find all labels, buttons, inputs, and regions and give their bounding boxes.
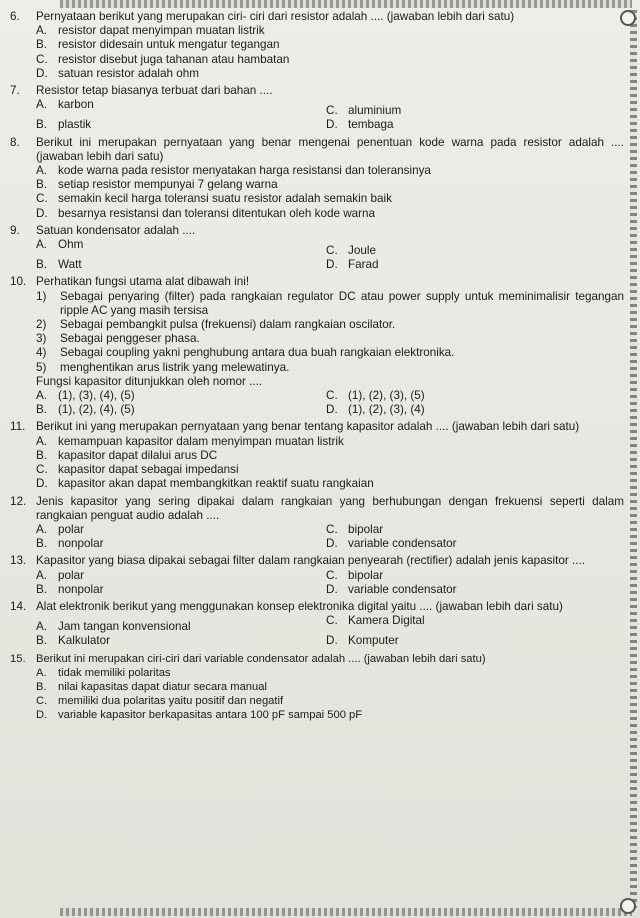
option-label: B. [36, 537, 48, 551]
option-text: kapasitor akan dapat membangkitkan reaktif suatu rangkaian [58, 477, 374, 491]
option-a [36, 98, 326, 118]
option-text: kapasitor dapat sebagai impedansi [58, 463, 239, 477]
option-text: (1), (2), (4), (5) [58, 403, 135, 417]
option-label: A. [36, 666, 47, 679]
option-c [326, 389, 624, 403]
option-text: nonpolar [58, 582, 104, 596]
option-label: A. [36, 389, 48, 403]
option-text: resistor disebut juga tahanan atau hambatan [58, 52, 290, 66]
option-a [36, 389, 326, 403]
option-label: D. [36, 709, 48, 722]
question-number: 15. [10, 652, 26, 665]
option-d [326, 118, 624, 132]
option-text: Ohm [58, 238, 84, 252]
option-label: B. [36, 118, 48, 132]
option-a [36, 569, 326, 583]
option-d [326, 537, 624, 551]
option-a [36, 238, 326, 258]
option-text: kode warna pada resistor menyatakan harga resistansi dan toleransinya [58, 164, 431, 178]
option-text: variable condensator [348, 537, 457, 551]
question-12 [10, 495, 624, 552]
option-label: B. [36, 38, 48, 52]
question-list [10, 10, 624, 726]
option-label: C. [326, 104, 338, 118]
option-text: tembaga [348, 118, 394, 132]
question-9 [10, 224, 624, 273]
option-label: C. [326, 244, 338, 258]
option-label: B. [36, 582, 48, 596]
option-text: setiap resistor mempunyai 7 gelang warna [58, 178, 278, 192]
option-d [36, 207, 624, 221]
option-text: plastik [58, 118, 92, 132]
option-text: variable condensator [348, 582, 457, 596]
option-text: (1), (2), (3), (5) [348, 389, 425, 403]
statement-text: Sebagai penggeser phasa. [60, 332, 200, 346]
option-label: A. [36, 568, 48, 582]
statement-2 [36, 318, 624, 332]
binding-ring-icon [620, 898, 636, 914]
option-text: memiliki dua polaritas yaitu positif dan negatif [58, 695, 284, 708]
option-text: nonpolar [58, 537, 104, 551]
option-text: Joule [348, 244, 376, 258]
option-b [36, 680, 624, 694]
option-d [36, 477, 624, 491]
question-number: 11. [10, 420, 26, 434]
option-text: nilai kapasitas dapat diatur secara manual [58, 680, 267, 693]
option-c [326, 569, 624, 583]
option-label: B. [36, 403, 48, 417]
option-label: D. [326, 634, 338, 648]
question-lead: Fungsi kapasitor ditunjukkan oleh nomor .... [36, 374, 263, 388]
option-label: C. [36, 52, 48, 66]
option-label: C. [36, 695, 48, 708]
option-b [36, 38, 624, 52]
option-text: (1), (3), (4), (5) [58, 389, 135, 403]
option-label: D. [326, 537, 338, 551]
option-label: B. [36, 634, 48, 648]
question-number: 14. [10, 599, 27, 613]
spiral-binding-top [60, 0, 632, 8]
option-text: satuan resistor adalah ohm [58, 66, 199, 80]
statement-5 [36, 361, 624, 375]
statement-label: 4) [36, 346, 47, 360]
option-b [36, 634, 326, 648]
option-text: Farad [348, 258, 379, 272]
question-number: 7. [10, 84, 20, 98]
question-15 [10, 652, 624, 723]
option-text: karbon [58, 98, 94, 112]
question-number: 12. [10, 494, 27, 508]
option-label: A. [36, 434, 48, 448]
option-label: A. [36, 238, 48, 252]
option-d [326, 634, 624, 648]
option-c [36, 192, 624, 206]
option-label: C. [326, 389, 338, 403]
question-14 [10, 600, 624, 649]
statement-label: 5) [36, 360, 47, 374]
option-c [326, 244, 624, 258]
option-text: resistor dapat menyimpan muatan listrik [58, 24, 265, 38]
question-text: Satuan kondensator adalah .... [36, 223, 196, 237]
question-number: 8. [10, 135, 20, 149]
option-text: besarnya resistansi dan toleransi ditentukan oleh kode warna [58, 206, 376, 220]
option-text: Kalkulator [58, 634, 110, 648]
statement-text: Sebagai penyaring (filter) pada rangkaian regulator DC atau power supply untuk meminimalisir tegangan ripple AC yang masih tersisa [60, 289, 624, 317]
option-text: kemampuan kapasitor dalam menyimpan muatan listrik [58, 434, 344, 448]
option-d [326, 258, 624, 272]
statement-label: 1) [36, 289, 47, 303]
option-d [326, 583, 624, 597]
question-text: Alat elektronik berikut yang menggunakan konsep elektronika digital yaitu .... (jawaban lebih dari satu) [36, 599, 563, 613]
option-label: C. [36, 463, 48, 477]
option-b [36, 258, 326, 272]
option-label: C. [326, 614, 338, 628]
option-label: D. [326, 403, 338, 417]
option-label: A. [36, 164, 48, 178]
option-text: Jam tangan konvensional [58, 620, 191, 634]
option-text: Komputer [348, 634, 399, 648]
question-text: Perhatikan fungsi utama alat dibawah ini! [36, 275, 250, 289]
option-a [36, 620, 326, 634]
question-8 [10, 136, 624, 221]
option-a [36, 24, 624, 38]
statement-label: 3) [36, 332, 47, 346]
option-text: semakin kecil harga toleransi suatu resistor adalah semakin baik [58, 192, 392, 206]
option-label: A. [36, 620, 48, 634]
question-7 [10, 84, 624, 133]
question-text: Pernyataan berikut yang merupakan ciri- ciri dari resistor adalah .... (jawaban lebih dari satu) [36, 10, 515, 23]
option-d [36, 708, 624, 722]
question-text: Resistor tetap biasanya terbuat dari bahan .... [36, 84, 273, 98]
question-number: 6. [10, 10, 20, 23]
option-c [36, 53, 624, 67]
statement-4 [36, 346, 624, 360]
option-text: polar [58, 522, 84, 536]
question-number: 10. [10, 275, 27, 289]
option-text: polar [58, 568, 84, 582]
option-label: D. [326, 258, 338, 272]
option-text: aluminium [348, 104, 402, 118]
option-text: Kamera Digital [348, 614, 425, 628]
option-label: A. [36, 98, 48, 112]
statement-1 [36, 290, 624, 318]
option-b [36, 583, 326, 597]
option-text: variable kapasitor berkapasitas antara 100 pF sampai 500 pF [58, 709, 363, 722]
statement-3 [36, 332, 624, 346]
question-text: Kapasitor yang biasa dipakai sebagai filter dalam rangkaian penyearah (rectifier) adalah jenis kapasitor .... [36, 554, 585, 568]
option-label: B. [36, 680, 47, 693]
option-text: bipolar [348, 522, 384, 536]
question-number: 9. [10, 223, 20, 237]
question-6 [10, 10, 624, 81]
option-c [36, 694, 624, 708]
question-11 [10, 420, 624, 491]
option-text: bipolar [348, 568, 384, 582]
option-a [36, 164, 624, 178]
option-b [36, 178, 624, 192]
option-label: B. [36, 258, 48, 272]
question-13 [10, 554, 624, 597]
statement-text: Sebagai coupling yakni penghubung antara dua buah rangkaian elektronika. [60, 346, 455, 360]
question-text: Berikut ini merupakan pernyataan yang benar mengenai penentuan kode warna pada resistor adalah .... (jawaban lebih dari satu) [36, 135, 624, 163]
option-label: B. [36, 448, 48, 462]
option-label: B. [36, 178, 48, 192]
option-text: kapasitor dapat dilalui arus DC [58, 448, 218, 462]
option-text: resistor didesain untuk mengatur tegangan [58, 38, 280, 52]
option-b [36, 403, 326, 417]
option-c [36, 463, 624, 477]
question-text: Berikut ini yang merupakan pernyataan yang benar tentang kapasitor adalah .... (jawaban lebih dari satu) [36, 420, 580, 434]
option-d [326, 403, 624, 417]
option-text: (1), (2), (3), (4) [348, 403, 425, 417]
question-10 [10, 275, 624, 417]
option-label: D. [36, 206, 48, 220]
option-c [326, 523, 624, 537]
option-text: Watt [58, 258, 82, 272]
option-label: D. [326, 118, 338, 132]
question-number: 13. [10, 554, 27, 568]
option-text: tidak memiliki polaritas [58, 666, 171, 679]
spiral-binding-right [630, 10, 637, 908]
option-b [36, 537, 326, 551]
option-label: D. [326, 582, 338, 596]
option-c [326, 104, 624, 118]
option-label: D. [36, 66, 48, 80]
option-a [36, 435, 624, 449]
option-label: A. [36, 522, 48, 536]
option-b [36, 449, 624, 463]
statement-text: menghentikan arus listrik yang melewatinya. [60, 360, 290, 374]
option-b [36, 118, 326, 132]
option-d [36, 67, 624, 81]
statement-label: 2) [36, 318, 47, 332]
option-label: A. [36, 24, 48, 38]
option-a [36, 523, 326, 537]
option-label: C. [326, 568, 338, 582]
option-c [326, 614, 624, 634]
option-label: D. [36, 477, 48, 491]
option-label: C. [326, 522, 338, 536]
spiral-binding-bottom [60, 908, 632, 916]
option-label: C. [36, 192, 48, 206]
statement-text: Sebagai pembangkit pulsa (frekuensi) dalam rangkaian oscilator. [60, 318, 396, 332]
option-a [36, 666, 624, 680]
question-text: Berikut ini merupakan ciri-ciri dari variable condensator adalah .... (jawaban lebih dari satu) [36, 652, 486, 665]
question-text: Jenis kapasitor yang sering dipakai dalam rangkaian yang berhubungan dengan frekuensi seperti dalam rangkaian penguat audio adalah .... [36, 494, 624, 522]
